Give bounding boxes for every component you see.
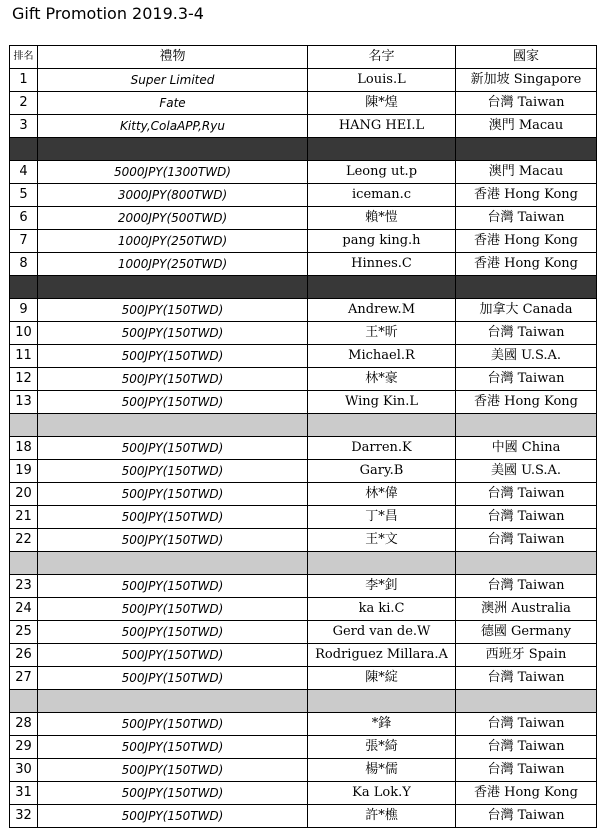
country-cell: 加拿大 Canada [456,299,597,322]
separator-cell [38,414,308,437]
separator-cell [10,138,38,161]
name-cell: 楊*儒 [308,759,456,782]
country-cell: 美國 U.S.A. [456,460,597,483]
separator-cell [308,552,456,575]
separator-cell [456,690,597,713]
rank-cell: 25 [10,621,38,644]
rank-cell: 22 [10,529,38,552]
gift-cell: 1000JPY(250TWD) [38,230,308,253]
rank-cell: 8 [10,253,38,276]
separator-cell [308,138,456,161]
rank-cell: 1 [10,69,38,92]
separator-cell [308,414,456,437]
name-cell: pang king.h [308,230,456,253]
table-row [10,575,597,598]
country-cell: 台灣 Taiwan [456,92,597,115]
name-cell: 賴*愷 [308,207,456,230]
separator-cell [38,690,308,713]
separator-cell [10,414,38,437]
name-cell: 王*文 [308,529,456,552]
rank-cell: 26 [10,644,38,667]
country-cell: 台灣 Taiwan [456,529,597,552]
rank-cell: 18 [10,437,38,460]
rank-cell: 11 [10,345,38,368]
name-cell: Andrew.M [308,299,456,322]
separator-cell [456,414,597,437]
table-row [10,621,597,644]
name-cell: 陳*綻 [308,667,456,690]
gift-cell: 500JPY(150TWD) [38,598,308,621]
page-title: Gift Promotion 2019.3-4 [12,4,204,23]
name-cell: Leong ut.p [308,161,456,184]
gift-cell: 3000JPY(800TWD) [38,184,308,207]
country-cell: 西班牙 Spain [456,644,597,667]
rank-cell: 27 [10,667,38,690]
separator-cell [456,552,597,575]
separator-cell [456,138,597,161]
country-cell: 澳洲 Australia [456,598,597,621]
rank-cell: 29 [10,736,38,759]
country-cell: 台灣 Taiwan [456,667,597,690]
table-row [10,115,597,138]
gift-cell: 500JPY(150TWD) [38,644,308,667]
table-row [10,299,597,322]
name-cell: ka ki.C [308,598,456,621]
gift-cell: Fate [38,92,308,115]
separator-cell [38,552,308,575]
separator-row [10,414,597,437]
table-row [10,759,597,782]
gift-cell: 500JPY(150TWD) [38,621,308,644]
country-cell: 香港 Hong Kong [456,184,597,207]
country-cell: 台灣 Taiwan [456,368,597,391]
gift-cell: 500JPY(150TWD) [38,529,308,552]
name-cell: Ka Lok.Y [308,782,456,805]
country-cell: 台灣 Taiwan [456,713,597,736]
results-table [9,45,597,828]
rank-cell: 7 [10,230,38,253]
separator-cell [10,276,38,299]
table-row [10,69,597,92]
table-row [10,782,597,805]
table-row [10,667,597,690]
table-row [10,460,597,483]
separator-row [10,276,597,299]
gift-cell: 2000JPY(500TWD) [38,207,308,230]
table-row [10,345,597,368]
name-cell: Rodriguez Millara.A [308,644,456,667]
rank-cell: 28 [10,713,38,736]
country-cell: 香港 Hong Kong [456,782,597,805]
name-cell: Darren.K [308,437,456,460]
gift-cell: 1000JPY(250TWD) [38,253,308,276]
separator-row [10,690,597,713]
table-row [10,253,597,276]
table-row [10,437,597,460]
gift-cell: 5000JPY(1300TWD) [38,161,308,184]
name-cell: Gerd van de.W [308,621,456,644]
table-row [10,598,597,621]
name-cell: Michael.R [308,345,456,368]
country-cell: 香港 Hong Kong [456,230,597,253]
rank-cell: 12 [10,368,38,391]
separator-cell [308,276,456,299]
gift-cell: 500JPY(150TWD) [38,667,308,690]
name-cell: 張*綺 [308,736,456,759]
country-cell: 台灣 Taiwan [456,207,597,230]
country-cell: 中國 China [456,437,597,460]
name-cell: 許*樵 [308,805,456,828]
separator-row [10,552,597,575]
table-row [10,506,597,529]
table-row [10,161,597,184]
separator-cell [10,552,38,575]
country-cell: 台灣 Taiwan [456,805,597,828]
table-row [10,713,597,736]
rank-cell: 4 [10,161,38,184]
separator-cell [456,276,597,299]
country-cell: 台灣 Taiwan [456,483,597,506]
table-row [10,644,597,667]
rank-cell: 24 [10,598,38,621]
rank-cell: 10 [10,322,38,345]
country-cell: 澳門 Macau [456,115,597,138]
table-header-row [10,46,597,69]
table-row [10,483,597,506]
gift-cell: 500JPY(150TWD) [38,368,308,391]
gift-cell: 500JPY(150TWD) [38,782,308,805]
name-cell: Louis.L [308,69,456,92]
gift-cell: 500JPY(150TWD) [38,506,308,529]
rank-cell: 3 [10,115,38,138]
gift-cell: 500JPY(150TWD) [38,805,308,828]
table-row [10,529,597,552]
table-row [10,92,597,115]
table-row [10,368,597,391]
name-cell: 李*釗 [308,575,456,598]
name-header: 名字 [308,46,456,69]
rank-cell: 13 [10,391,38,414]
table-row [10,230,597,253]
gift-cell: Kitty,ColaAPP,Ryu [38,115,308,138]
country-cell: 美國 U.S.A. [456,345,597,368]
rank-cell: 32 [10,805,38,828]
name-cell: *鋒 [308,713,456,736]
country-cell: 台灣 Taiwan [456,759,597,782]
gift-cell: Super Limited [38,69,308,92]
country-cell: 德國 Germany [456,621,597,644]
gift-cell: 500JPY(150TWD) [38,575,308,598]
name-cell: 王*昕 [308,322,456,345]
name-cell: Hinnes.C [308,253,456,276]
separator-cell [38,138,308,161]
gift-cell: 500JPY(150TWD) [38,460,308,483]
country-header: 國家 [456,46,597,69]
gift-header: 禮物 [38,46,308,69]
gift-cell: 500JPY(150TWD) [38,437,308,460]
table-row [10,805,597,828]
gift-cell: 500JPY(150TWD) [38,759,308,782]
country-cell: 台灣 Taiwan [456,736,597,759]
country-cell: 新加坡 Singapore [456,69,597,92]
rank-cell: 9 [10,299,38,322]
separator-cell [308,690,456,713]
table-row [10,391,597,414]
name-cell: 林*豪 [308,368,456,391]
separator-cell [10,690,38,713]
country-cell: 香港 Hong Kong [456,391,597,414]
separator-cell [38,276,308,299]
gift-cell: 500JPY(150TWD) [38,713,308,736]
name-cell: iceman.c [308,184,456,207]
name-cell: 陳*煌 [308,92,456,115]
gift-cell: 500JPY(150TWD) [38,391,308,414]
rank-cell: 2 [10,92,38,115]
separator-row [10,138,597,161]
table-row [10,736,597,759]
name-cell: Gary.B [308,460,456,483]
gift-cell: 500JPY(150TWD) [38,299,308,322]
table-body [10,69,597,828]
table-row [10,207,597,230]
rank-cell: 19 [10,460,38,483]
rank-cell: 30 [10,759,38,782]
rank-cell: 5 [10,184,38,207]
rank-cell: 6 [10,207,38,230]
rank-cell: 23 [10,575,38,598]
rank-cell: 31 [10,782,38,805]
country-cell: 香港 Hong Kong [456,253,597,276]
table-row [10,184,597,207]
country-cell: 台灣 Taiwan [456,322,597,345]
gift-cell: 500JPY(150TWD) [38,736,308,759]
name-cell: 林*偉 [308,483,456,506]
country-cell: 台灣 Taiwan [456,506,597,529]
country-cell: 澳門 Macau [456,161,597,184]
gift-cell: 500JPY(150TWD) [38,322,308,345]
rank-header: 排名 [10,46,38,69]
name-cell: Wing Kin.L [308,391,456,414]
rank-cell: 21 [10,506,38,529]
table-row [10,322,597,345]
country-cell: 台灣 Taiwan [456,575,597,598]
gift-cell: 500JPY(150TWD) [38,345,308,368]
name-cell: 丁*昌 [308,506,456,529]
name-cell: HANG HEI.L [308,115,456,138]
gift-cell: 500JPY(150TWD) [38,483,308,506]
rank-cell: 20 [10,483,38,506]
